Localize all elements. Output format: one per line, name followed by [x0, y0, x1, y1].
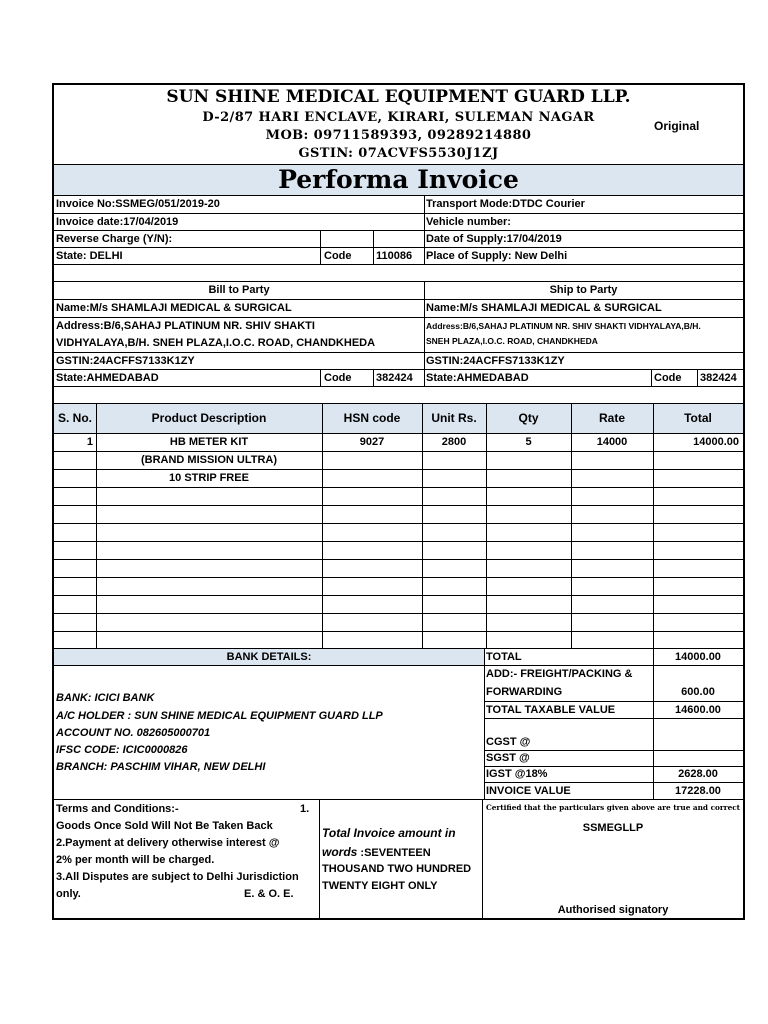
col-header-hsn: HSN code	[343, 411, 401, 425]
company-mobile: MOB: 09711589393, 09289214880	[265, 128, 532, 143]
bill-to-name: Name:M/s SHAMLAJI MEDICAL & SURGICAL	[56, 302, 292, 314]
taxable-value-label: TOTAL TAXABLE VALUE	[486, 704, 616, 716]
document-title: Performa Invoice	[54, 165, 743, 195]
date-of-supply: Date of Supply:17/04/2019	[426, 233, 562, 245]
col-header-qty: Qty	[518, 411, 539, 425]
amount-in-words-value-2: THOUSAND TWO HUNDRED	[322, 863, 472, 875]
bill-to-heading: Bill to Party	[208, 284, 270, 296]
ship-to-address-line-2: SNEH PLAZA,I.O.C. ROAD, CHANDKHEDA	[426, 336, 598, 346]
ship-to-gstin: GSTIN:24ACFFS7133K1ZY	[426, 355, 565, 367]
total-value: 14000.00	[675, 651, 721, 663]
taxable-value: 14600.00	[675, 704, 721, 716]
amount-in-words-label-line-1: Total Invoice amount in	[322, 826, 456, 840]
ship-to-name: Name:M/s SHAMLAJI MEDICAL & SURGICAL	[426, 302, 662, 314]
terms-line-2: 2.Payment at delivery otherwise interest @	[56, 837, 280, 849]
state-code-label: Code	[324, 250, 352, 262]
terms-line-4: 3.All Disputes are subject to Delhi Jurisdiction	[56, 871, 299, 883]
bank-ifsc: IFSC CODE: ICIC0000826	[56, 744, 188, 756]
col-header-rate: Rate	[598, 411, 625, 425]
reverse-charge: Reverse Charge (Y/N):	[56, 233, 173, 245]
transport-mode: Transport Mode:DTDC Courier	[426, 198, 585, 210]
company-name: SUN SHINE MEDICAL EQUIPMENT GUARD LLP.	[166, 87, 631, 107]
bank-name: BANK: ICICI BANK	[56, 692, 155, 704]
invoice-value-label: INVOICE VALUE	[486, 785, 571, 797]
certification-text: Certified that the particulars given above are true and correct	[485, 803, 741, 812]
company-address: D-2/87 HARI ENCLAVE, KIRARI, SULEMAN NAGAR	[202, 110, 595, 125]
bank-account-holder: A/C HOLDER : SUN SHINE MEDICAL EQUIPMENT GUARD LLP	[56, 710, 383, 722]
copy-label: Original	[654, 119, 700, 133]
state-code-value: 110086	[376, 250, 413, 262]
row-1-sno: 1	[86, 436, 93, 448]
col-header-sno: S. No.	[57, 411, 92, 425]
company-gstin: GSTIN: 07ACVFS5530J1ZJ	[298, 146, 499, 161]
invoice-value: 17228.00	[675, 785, 721, 797]
terms-line-5: only.	[56, 888, 81, 900]
row-1-hsn: 9027	[359, 436, 385, 448]
ship-to-address-line-1: Address:B/6,SAHAJ PLATINUM NR. SHIV SHAKTI VIDHYALAYA,B/H.	[426, 321, 701, 331]
terms-line-3: 2% per month will be charged.	[56, 854, 215, 866]
col-header-total: Total	[684, 411, 712, 425]
errors-omissions-excepted: E. & O. E.	[244, 888, 294, 900]
invoice-date: Invoice date:17/04/2019	[56, 216, 179, 228]
invoice-sheet	[52, 83, 745, 920]
freight-label-line-1: ADD:- FREIGHT/PACKING &	[486, 668, 633, 680]
terms-heading: Terms and Conditions:-	[56, 803, 179, 815]
row-1-description: HB METER KIT	[169, 436, 249, 448]
bill-to-state: State:AHMEDABAD	[56, 372, 159, 384]
ship-to-heading: Ship to Party	[549, 284, 618, 296]
col-header-description: Product Description	[151, 411, 267, 425]
bank-account-number: ACCOUNT NO. 082605000701	[56, 727, 211, 739]
certify-company: SSMEGLLP	[582, 822, 644, 834]
row-1-total: 14000.00	[693, 436, 739, 448]
row-1-description-line-3: 10 STRIP FREE	[169, 472, 249, 484]
igst-value: 2628.00	[678, 768, 718, 780]
invoice-number: Invoice No:SSMEG/051/2019-20	[56, 198, 220, 210]
amount-in-words-label-line-2: words	[322, 845, 358, 859]
row-1-description-line-2: (BRAND MISSION ULTRA)	[140, 454, 278, 466]
row-1-rate: 14000	[596, 436, 628, 448]
cgst-label: CGST @	[486, 736, 531, 748]
sgst-label: SGST @	[486, 752, 530, 764]
terms-line-1: Goods Once Sold Will Not Be Taken Back	[56, 820, 273, 832]
authorised-signatory: Authorised signatory	[557, 904, 669, 916]
amount-in-words-line-1	[322, 844, 480, 861]
bill-to-code-label: Code	[324, 372, 352, 384]
row-1-qty: 5	[525, 436, 532, 448]
freight-value: 600.00	[681, 686, 715, 698]
ship-to-state: State:AHMEDABAD	[426, 372, 529, 384]
state: State: DELHI	[56, 250, 123, 262]
ship-to-code-label: Code	[654, 372, 682, 384]
ship-to-code-value: 382424	[700, 372, 737, 384]
bill-to-code-value: 382424	[376, 372, 413, 384]
amount-in-words-value-3: TWENTY EIGHT ONLY	[322, 880, 438, 892]
vehicle-number: Vehicle number:	[426, 216, 511, 228]
bill-to-address-line-1: Address:B/6,SAHAJ PLATINUM NR. SHIV SHAKTI	[56, 320, 315, 332]
bank-branch: BRANCH: PASCHIM VIHAR, NEW DELHI	[56, 761, 266, 773]
terms-number-1: 1.	[300, 803, 310, 815]
place-of-supply: Place of Supply: New Delhi	[426, 250, 568, 262]
bank-details-heading: BANK DETAILS:	[54, 649, 484, 665]
amount-in-words-value-1: :SEVENTEEN	[357, 847, 431, 859]
freight-label-line-2: FORWARDING	[486, 686, 563, 698]
total-label: TOTAL	[486, 651, 522, 663]
bill-to-address-line-2: VIDHYALAYA,B/H. SNEH PLAZA,I.O.C. ROAD, CHANDKHEDA	[56, 337, 376, 349]
col-header-unit: Unit Rs.	[431, 411, 477, 425]
row-1-unit: 2800	[441, 436, 467, 448]
bill-to-gstin: GSTIN:24ACFFS7133K1ZY	[56, 355, 195, 367]
igst-label: IGST @18%	[486, 768, 548, 780]
